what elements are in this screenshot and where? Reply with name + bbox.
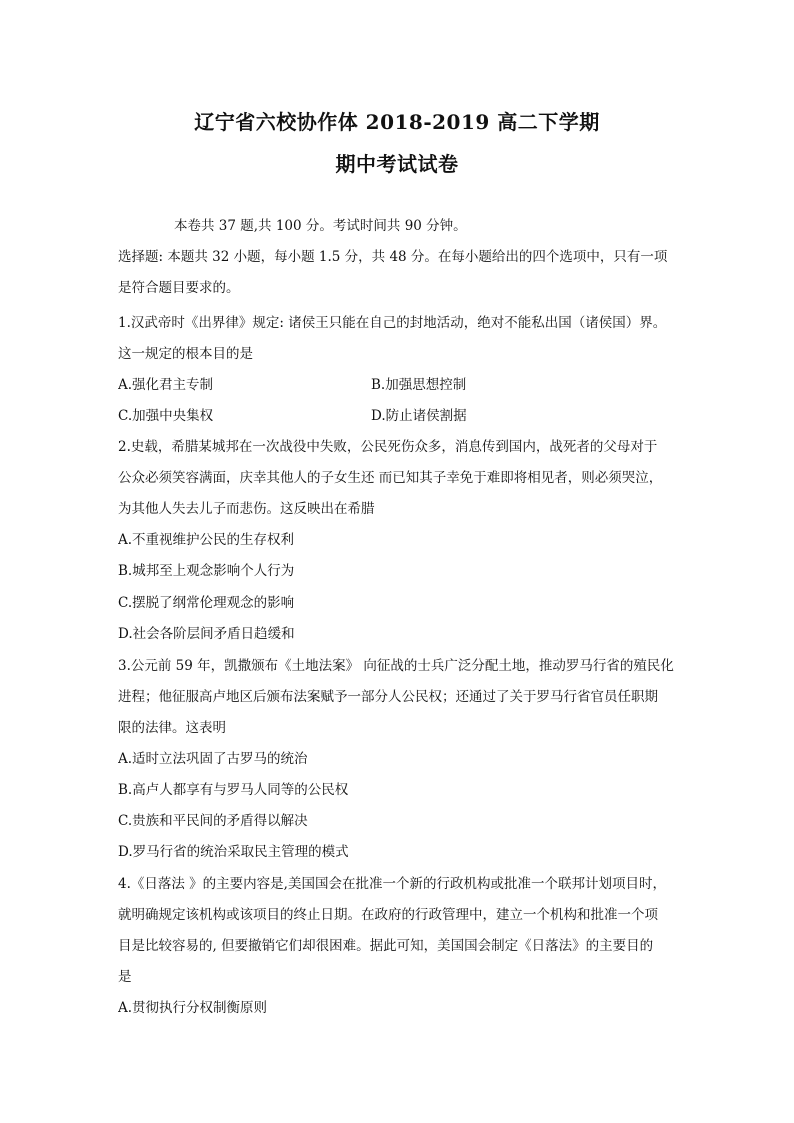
question-4-stem-line-1: 4.《日落法 》的主要内容是,美国国会在批准一个新的行政机构或批准一个联邦计划项目时， xyxy=(118,876,666,892)
exam-title: 辽宁省六校协作体 2018-2019 高二下学期 xyxy=(194,110,600,134)
section-instructions-line-2: 是符合题目要求的。 xyxy=(118,280,240,296)
section-instructions-line-1: 选择题: 本题共 32 小题，每小题 1.5 分，共 48 分。在每小题给出的四个选项中，只有一项 xyxy=(118,249,668,265)
question-1-option-a: A.强化君主专制 xyxy=(118,377,214,393)
question-2-option-a: A.不重视维护公民的生存权利 xyxy=(118,532,295,548)
question-2-stem-line-2: 公众必须笑容满面，庆幸其他人的子女生还 而已知其子幸免于难即将相见者，则必须哭泣， xyxy=(118,470,663,486)
question-2-stem-line-1: 2.史载，希腊某城邦在一次战役中失败，公民死伤众多，消息传到国内，战死者的父母对于 xyxy=(118,439,658,455)
question-3-option-d: D.罗马行省的统治采取民主管理的模式 xyxy=(118,844,349,860)
question-3-stem-line-1: 3.公元前 59 年，凯撒颁布《土地法案》 向征战的士兵广泛分配土地，推动罗马行省的殖民化 xyxy=(118,658,674,674)
question-4-stem-line-3: 目是比较容易的, 但要撤销它们却很困难。据此可知，美国国会制定《日落法》的主要目的 xyxy=(118,938,654,954)
question-2-option-d: D.社会各阶层间矛盾日趋缓和 xyxy=(118,626,295,642)
question-3-stem-line-3: 限的法律。这表明 xyxy=(118,720,226,736)
question-3-option-a: A.适时立法巩固了古罗马的统治 xyxy=(118,751,308,767)
exam-intro: 本卷共 37 题,共 100 分。考试时间共 90 分钟。 xyxy=(174,218,467,234)
question-3-option-b: B.高卢人都享有与罗马人同等的公民权 xyxy=(118,782,349,798)
question-2-option-c: C.摆脱了纲常伦理观念的影响 xyxy=(118,595,295,611)
question-1-stem-line-1: 1.汉武帝时《出界律》规定: 诸侯王只能在自己的封地活动，绝对不能私出国（诸侯国）界。 xyxy=(118,315,667,331)
question-4-stem-line-4: 是 xyxy=(118,969,132,985)
question-3-option-c: C.贵族和平民间的矛盾得以解决 xyxy=(118,813,308,829)
question-1-option-b: B.加强思想控制 xyxy=(371,377,467,393)
question-1-option-c: C.加强中央集权 xyxy=(118,408,214,424)
question-2-stem-line-3: 为其他人失去儿子而悲伤。这反映出在希腊 xyxy=(118,501,375,517)
question-4-stem-line-2: 就明确规定该机构或该项目的终止日期。在政府的行政管理中，建立一个机构和批准一个项 xyxy=(118,907,658,923)
question-1-option-d: D.防止诸侯割据 xyxy=(371,408,467,424)
question-4-option-a: A.贯彻执行分权制衡原则 xyxy=(118,1000,268,1016)
exam-subtitle: 期中考试试卷 xyxy=(335,152,459,176)
question-3-stem-line-2: 进程；他征服高卢地区后颁布法案赋予一部分人公民权；还通过了关于罗马行省官员任职期 xyxy=(118,689,658,705)
question-2-option-b: B.城邦至上观念影响个人行为 xyxy=(118,563,295,579)
question-1-stem-line-2: 这一规定的根本目的是 xyxy=(118,346,253,362)
